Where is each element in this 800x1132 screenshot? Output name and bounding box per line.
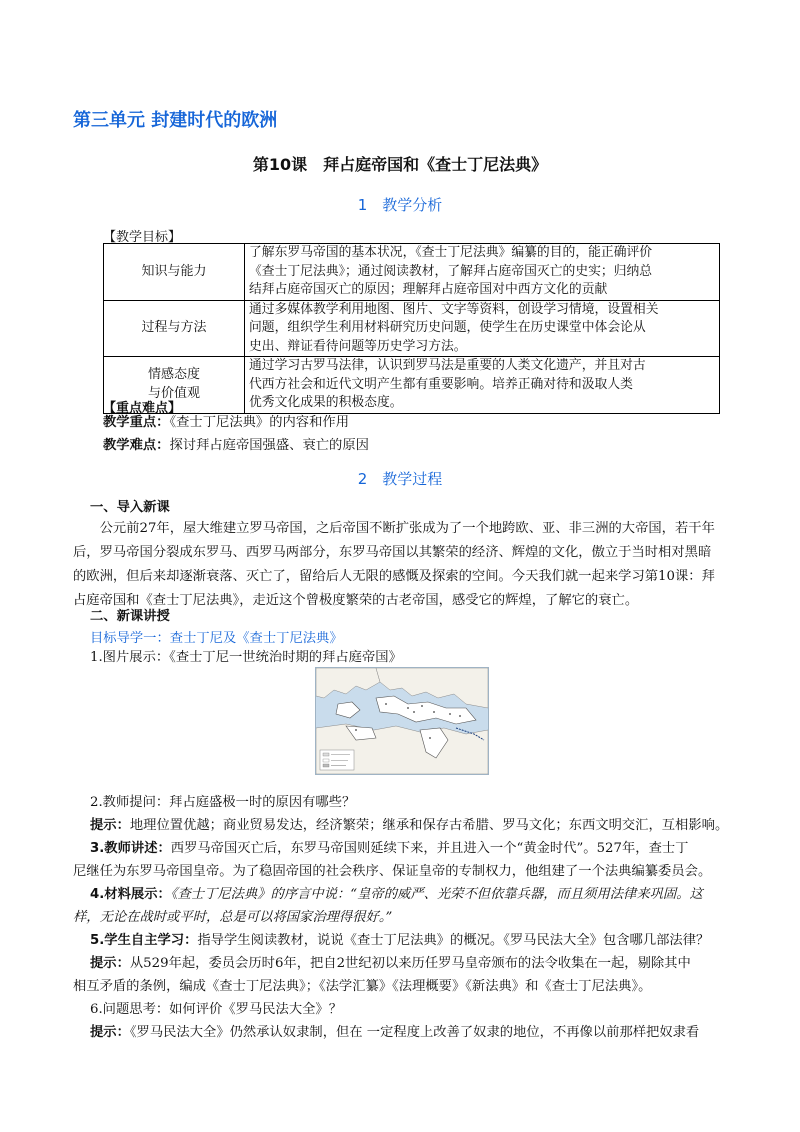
keypoints-label: 【重点难点】	[103, 401, 182, 416]
intro-paragraph	[73, 517, 727, 613]
goal-key: 情感态度 与价值观	[104, 357, 245, 414]
goal-line: 通过学习古罗马法律，认识到罗马法是重要的人类文化遗产，并且对古	[249, 358, 646, 373]
item6-hint	[90, 1021, 744, 1044]
item5-text: 指导学生阅读教材，说说《查士丁尼法典》的概况。《罗马民法大全》包含哪几部法律？	[197, 933, 710, 948]
goal-row	[104, 244, 720, 301]
goal-row	[104, 300, 720, 357]
item3-text: 西罗马帝国灭亡后，东罗马帝国则延续下来，并且进入一个“黄金时代”。527年，查士丁	[170, 841, 689, 856]
goals-label: 【教学目标】	[103, 230, 182, 245]
item4-text: 《查士丁尼法典》的序言中说：“皇帝的威严、光荣不但依靠兵器，而且须用法律来巩固。这	[170, 887, 703, 902]
goal-line: 结拜占庭帝国灭亡的原因；理解拜占庭帝国对中西方文化的贡献	[249, 282, 608, 297]
goals-table	[103, 243, 720, 414]
item2-text: 拜占庭盛极一时的原因有哪些？	[169, 795, 356, 810]
goal-value	[245, 300, 720, 357]
goal-key: 知识与能力	[104, 244, 245, 301]
hint-label: 提示：	[90, 956, 130, 971]
goal-value	[245, 244, 720, 301]
section2-title: 2 教学过程	[357, 470, 443, 488]
guide-title: 目标导学一：查士丁尼及《查士丁尼法典》	[90, 631, 343, 646]
item1: 1.图片展示：《查士丁尼一世统治时期的拜占庭帝国》	[90, 650, 402, 665]
item2-hint	[90, 814, 744, 837]
key-point-text: 《查士丁尼法典》的内容和作用	[169, 415, 349, 430]
key-point-label: 教学重点：	[103, 415, 170, 430]
goal-row	[104, 357, 720, 414]
item2	[90, 791, 744, 814]
hint-label: 提示：	[90, 1025, 130, 1040]
item4	[90, 883, 744, 906]
goal-line: 问题，组织学生利用材料研究历史问题，使学生在历史课堂中体会论从	[249, 320, 646, 335]
item6: 6.问题思考：如何评价《罗马民法大全》？	[90, 1002, 343, 1017]
section1-title: 1 教学分析	[357, 196, 443, 214]
intro-line: 后，罗马帝国分裂成东罗马、西罗马两部分，东罗马帝国以其繁荣的经济、辉煌的文化，傲立于当时相对黑暗	[73, 545, 712, 560]
map-illustration	[316, 668, 488, 774]
goal-line: 史出、辩证看待问题等历史学习方法。	[249, 338, 467, 354]
part1-title: 一、导入新课	[90, 500, 170, 515]
intro-line: 的欧洲，但后来却逐渐衰落、灭亡了，留给后人无限的感慨及探索的空间。今天我们就一起来学习第10课：拜	[73, 569, 715, 584]
part2-title: 二、新课讲授	[90, 609, 170, 624]
item2-label: 2.教师提问：	[90, 795, 170, 810]
goal-line: 通过多媒体教学利用地图、图片、文字等资料，创设学习情境，设置相关	[249, 301, 659, 317]
goal-line: 《查士丁尼法典》；通过阅读教材，了解拜占庭帝国灭亡的史实；归纳总	[249, 263, 653, 279]
item4-label: 4.材料展示：	[90, 887, 171, 902]
hint-label: 提示：	[90, 818, 130, 833]
item5	[90, 929, 744, 952]
item4-cont: 样，无论在战时或平时，总是可以将国家治理得很好。”	[73, 910, 393, 925]
difficulty-text: 探讨拜占庭帝国强盛、衰亡的原因	[169, 438, 369, 453]
goal-line: 了解东罗马帝国的基本状况，《查士丁尼法典》编纂的目的，能正确评价	[249, 245, 653, 260]
hint-text: 《罗马民法大全》仍然承认奴隶制，但在 一定程度上改善了奴隶的地位，不再像以前那样把奴隶看	[129, 1025, 700, 1040]
intro-line: 占庭帝国和《查士丁尼法典》，走近这个曾极度繁荣的古老帝国，感受它的辉煌，了解它的衰亡。	[73, 593, 639, 608]
item5-hint-cont: 相互矛盾的条例，编成《查士丁尼法典》；《法学汇纂》《法理概要》《新法典》和《查士丁尼法典》。	[73, 979, 652, 994]
item3-cont: 尼继任为东罗马帝国皇帝。为了稳固帝国的社会秩序、保证皇帝的专制权力，他组建了一个法典编纂委员会。	[73, 864, 712, 879]
item5-label: 5.学生自主学习：	[90, 933, 198, 948]
hint-text: 地理位置优越；商业贸易发达，经济繁荣；继承和保存古希腊、罗马文化；东西文明交汇，互相影响。	[129, 818, 729, 833]
unit-title: 第三单元 封建时代的欧洲	[73, 110, 278, 131]
item3	[90, 837, 744, 860]
item3-label: 3.教师讲述：	[90, 841, 171, 856]
difficulty	[103, 434, 757, 457]
goal-line: 优秀文化成果的积极态度。	[249, 395, 403, 410]
goal-value	[245, 357, 720, 414]
difficulty-label: 教学难点：	[103, 438, 170, 453]
key-point	[103, 411, 757, 434]
goal-key: 过程与方法	[104, 300, 245, 357]
goal-line: 代西方社会和近代文明产生都有重要影响。培养正确对待和汲取人类	[249, 376, 633, 392]
item5-hint	[90, 952, 744, 975]
hint-text: 从529年起，委员会历时6年，把自2世纪初以来历任罗马皇帝颁布的法令收集在一起，剔除其中	[129, 956, 691, 971]
byzantine-map-image	[315, 667, 489, 775]
intro-line: 公元前27年，屋大维建立罗马帝国，之后帝国不断扩张成为了一个地跨欧、亚、非三洲的大帝国，若干年	[73, 521, 715, 536]
lesson-title: 第10课 拜占庭帝国和《查士丁尼法典》	[252, 155, 548, 174]
